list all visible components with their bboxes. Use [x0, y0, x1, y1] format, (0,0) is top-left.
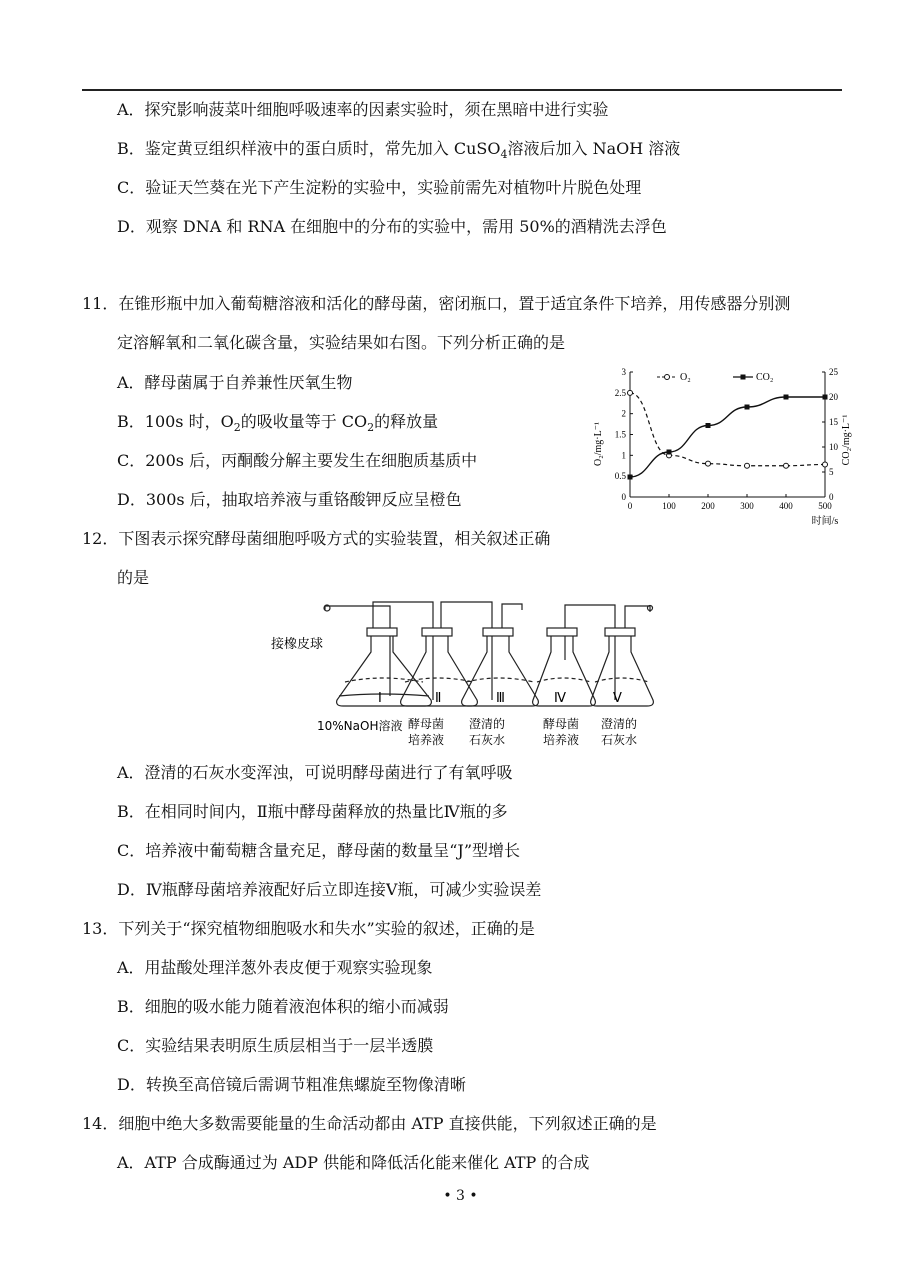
o2-point — [628, 390, 633, 395]
q11-option-c: C．200s 后，丙酮酸分解主要发生在细胞质基质中 — [117, 451, 478, 470]
flask-5-numeral: Ⅴ — [613, 691, 622, 706]
q10-option-c: C．验证天竺葵在光下产生淀粉的实验中，实验前需先对植物叶片脱色处理 — [117, 178, 642, 197]
x-tick-label: 100 — [662, 501, 676, 511]
co2-point — [784, 395, 789, 400]
y-right-tick-label: 10 — [829, 442, 838, 452]
x-tick-label: 500 — [818, 501, 832, 511]
y-right-tick-label: 25 — [829, 367, 838, 377]
q13-option-b: B．细胞的吸水能力随着液泡体积的缩小而减弱 — [117, 997, 449, 1016]
page-number: • 3 • — [443, 1188, 478, 1204]
y-right-tick-label: 0 — [829, 492, 834, 502]
q13-stem: 13．下列关于“探究植物细胞吸水和失水”实验的叙述，正确的是 — [82, 919, 535, 938]
o2-co2-line-chart — [585, 362, 855, 532]
q13-option-d: D．转换至高倍镜后需调节粗准焦螺旋至物像清晰 — [117, 1075, 466, 1094]
flask-1-label: 10%NaOH溶液 — [317, 719, 403, 733]
x-axis-label: 时间/s — [811, 516, 839, 527]
y-left-tick-label: 0.5 — [614, 471, 626, 482]
flask-1-numeral: Ⅰ — [378, 691, 382, 706]
flask-5 — [591, 628, 654, 706]
flask-3-label-line1: 澄清的 — [469, 717, 506, 731]
flask-4-numeral: Ⅳ — [554, 691, 566, 706]
q10-option-b: B．鉴定黄豆组织样液中的蛋白质时，常先加入 CuSO$_4$溶液后加入 NaOH 溶液 — [117, 139, 681, 162]
legend-co2-marker — [741, 375, 746, 380]
flask-2-label-line1: 酵母菌 — [408, 717, 445, 731]
y-left-tick-label: 0 — [621, 492, 626, 502]
flask-4-label-line1: 酵母菌 — [543, 717, 580, 731]
q13-option-a: A．用盐酸处理洋葱外表皮便于观察实验现象 — [117, 958, 433, 977]
flask-3-label-line2: 石灰水 — [469, 733, 506, 747]
bulb-label: 接橡皮球 — [271, 637, 324, 652]
co2-point — [823, 395, 828, 400]
flask-3-numeral: Ⅲ — [496, 691, 505, 706]
q12-option-c: C．培养液中葡萄糖含量充足，酵母菌的数量呈“J”型增长 — [117, 841, 521, 860]
y-left-tick-label: 3 — [621, 367, 626, 377]
q11-stem-line2: 定溶解氧和二氧化碳含量，实验结果如右图。下列分析正确的是 — [117, 333, 566, 352]
series-line-co2 — [630, 397, 825, 477]
legend-co2-label: CO₂ — [756, 372, 774, 383]
chart-ticks — [615, 367, 839, 511]
o2-point — [745, 463, 750, 468]
inlet-tube — [325, 606, 390, 630]
x-tick-label: 200 — [701, 501, 715, 511]
flask-5-label-line1: 澄清的 — [601, 717, 638, 731]
co2-point — [745, 405, 750, 410]
q12-stem-line1: 12．下图表示探究酵母菌细胞呼吸方式的实验装置，相关叙述正确 — [82, 529, 551, 548]
legend-o2-label: O₂ — [680, 372, 691, 383]
flask-2-numeral: Ⅱ — [435, 691, 442, 706]
y-right-tick-label: 5 — [829, 467, 834, 477]
flask-5-label-line2: 石灰水 — [601, 733, 638, 747]
o2-point — [784, 463, 789, 468]
q10-option-d: D．观察 DNA 和 RNA 在细胞中的分布的实验中，需用 50%的酒精洗去浮色 — [117, 217, 667, 236]
outlet-3 — [502, 604, 522, 630]
flask-1 — [337, 628, 432, 706]
x-tick-label: 0 — [627, 501, 633, 511]
q12-option-d: D．Ⅳ瓶酵母菌培养液配好后立即连接Ⅴ瓶，可减少实验误差 — [117, 880, 542, 899]
q12-option-b: B．在相同时间内，Ⅱ瓶中酵母菌释放的热量比Ⅳ瓶的多 — [117, 802, 508, 821]
y-right-tick-label: 20 — [829, 392, 838, 402]
q14-stem: 14．细胞中绝大多数需要能量的生命活动都由 ATP 直接供能，下列叙述正确的是 — [82, 1114, 657, 1133]
co2-point — [706, 423, 711, 428]
q12-stem-line2: 的是 — [117, 568, 150, 587]
q11-stem-line1: 11．在锥形瓶中加入葡萄糖溶液和活化的酵母菌，密闭瓶口，置于适宜条件下培养，用传感器分别测 — [82, 294, 791, 313]
y-left-tick-label: 2.5 — [614, 387, 626, 398]
chart-legend — [657, 372, 773, 383]
q12-option-a: A．澄清的石灰水变浑浊，可说明酵母菌进行了有氧呼吸 — [117, 763, 513, 782]
legend-o2-marker — [665, 375, 670, 380]
q11-option-d: D．300s 后，抽取培养液与重铬酸钾反应呈橙色 — [117, 490, 462, 509]
flask-4-label-line2: 培养液 — [543, 733, 580, 747]
outlet-5 — [625, 606, 650, 630]
y-left-tick-label: 1.5 — [614, 429, 626, 440]
y-left-tick-label: 2 — [621, 408, 626, 419]
q14-option-a: A．ATP 合成酶通过为 ADP 供能和降低活化能来催化 ATP 的合成 — [117, 1153, 590, 1172]
tube-2-3 — [441, 602, 492, 630]
q11-option-b: B．100s 时，$O_2$的吸收量等于 $CO_2$的释放量 — [117, 412, 439, 435]
header-rule — [82, 89, 842, 91]
q13-option-c: C．实验结果表明原生质层相当于一层半透膜 — [117, 1036, 434, 1055]
o2-point — [706, 461, 711, 466]
y-right-tick-label: 15 — [829, 417, 838, 427]
co2-point — [667, 450, 672, 455]
y-left-tick-label: 1 — [621, 450, 626, 461]
co2-point — [628, 475, 633, 480]
chart-series — [628, 390, 828, 479]
y-left-axis-label: O₂/mg·L⁻¹ — [593, 422, 604, 466]
y-right-axis-label: CO₂/mg·L⁻¹ — [841, 414, 852, 466]
apparatus-diagram — [265, 600, 665, 750]
q10-option-a: A．探究影响菠菜叶细胞呼吸速率的因素实验时，须在黑暗中进行实验 — [117, 100, 609, 119]
flask-2-label-line2: 培养液 — [408, 733, 445, 747]
tube-4-5 — [565, 605, 615, 630]
q11-option-a: A．酵母菌属于自养兼性厌氧生物 — [117, 373, 353, 392]
chart-axes — [630, 372, 825, 497]
x-tick-label: 300 — [740, 501, 754, 511]
x-tick-label: 400 — [779, 501, 793, 511]
o2-point — [823, 462, 828, 467]
